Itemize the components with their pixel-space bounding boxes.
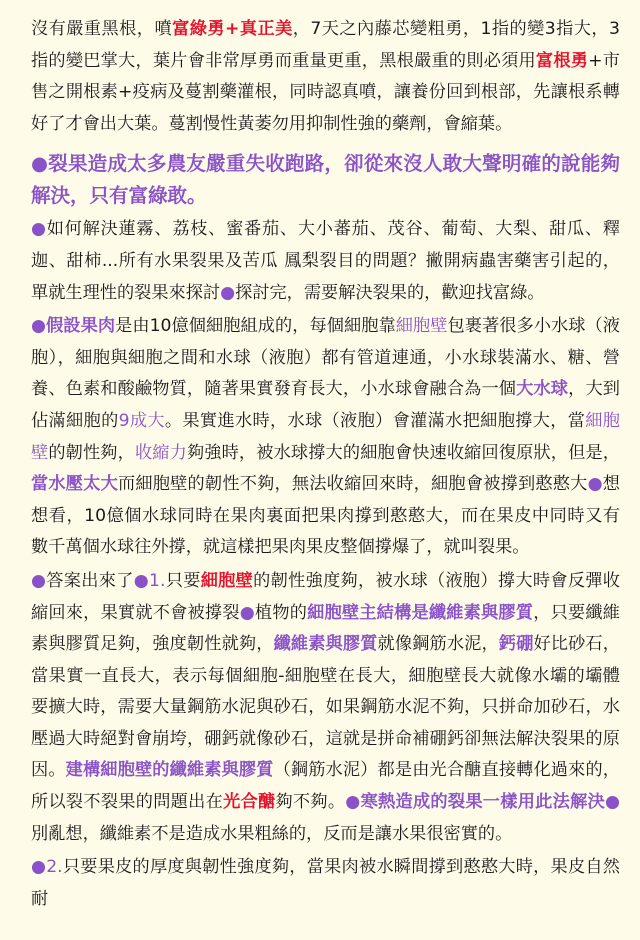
text-run: ，大到佔滿細胞的 (31, 379, 620, 431)
text-run: 如何解決蓮霧、荔枝、蜜番茄、大小蕃茄、茂谷、葡萄、大梨、甜瓜、釋迦、甜柿...所有水果裂果及苦瓜 鳳梨裂目的問題？撇開病蟲害藥害引起的，單就生理性的裂果來探討 (31, 219, 620, 303)
highlight-purple-bold: 鈣硼 (498, 634, 534, 655)
highlight-purple-bold: 細胞壁主結構是纖維素與膠質 (307, 602, 534, 623)
body-paragraph (31, 852, 620, 915)
highlight-purple: ● (587, 474, 603, 495)
text-run: 只要 (165, 570, 201, 591)
text-run: 。果實進水時，水球（液胞）會灌滿水把細胞撐大，當 (164, 410, 586, 431)
highlight-red: 光合醣 (223, 792, 276, 813)
text-run: 的韌性強度夠，被水球（液胞）撐大時會反彈收縮回來，果實就不會被撐裂 (31, 570, 620, 623)
body-paragraph (31, 311, 620, 564)
highlight-purple: 細胞壁 (395, 316, 448, 337)
body-paragraph (31, 566, 620, 850)
highlight-purple: ●2. (31, 857, 63, 878)
highlight-purple-bold: 大水球 (516, 379, 569, 400)
text-run: 探討完，需要解決裂果的，歡迎找富綠。 (235, 282, 545, 303)
text-run: 好比砂石，當果實一直長大，表示每個細胞-細胞壁在長大，細胞壁長大就像水壩的壩體要擴大時，需要大量鋼筋水泥與砂石，如果鋼筋水泥不夠，只拼命加砂石，水壓過大時絕對會崩垮，硼鈣就像砂石，這就是拼命補硼鈣卻無法解決裂果的原因。 (31, 634, 620, 781)
body-paragraph (31, 214, 620, 309)
highlight-purple: ● (31, 570, 47, 591)
text-run: 沒有嚴重黑根，噴 (31, 19, 173, 39)
text-run: 而細胞壁的韌性不夠，無法收縮回來時，細胞會被撐到憨憨大 (117, 474, 588, 495)
text-run: 想想看，10億個水球同時在果肉裏面把果肉撐到憨憨大，而在果皮中同時又有數千萬個水球往外撐，就這樣把果肉果皮整個撐爆了，就叫裂果。 (31, 474, 620, 558)
text-run: （鋼筋水泥）都是由光合醣直接轉化過來的，所以裂不裂果的問題出在 (31, 760, 620, 813)
text-run: 就像鋼筋水泥， (377, 634, 499, 655)
section-heading (31, 148, 620, 212)
text-run: 的韌性夠， (48, 442, 135, 463)
highlight-red: 細胞壁 (200, 570, 254, 591)
text-run: 別亂想，纖維素不是造成水果粗絲的，反而是讓水果很密實的。 (31, 823, 513, 844)
highlight-purple: ● (31, 219, 47, 240)
text-run: +市售之開根素+疫病及蔓割藥灌根，同時認真噴，讓養份回到根部，先讓根系轉好了才會出大葉。蔓割慢性黃萎勿用抑制性強的藥劑，會縮葉。 (31, 50, 620, 134)
highlight-purple: ● (239, 602, 255, 623)
text-run: 只要果皮的厚度與韌性強度夠，當果肉被水瞬間撐到憨憨大時，果皮自然耐 (31, 857, 620, 909)
highlight-purple: 收縮力 (134, 442, 187, 463)
highlight-purple-bold: 纖維素與膠質 (273, 634, 378, 655)
text-run: 夠不夠。 (275, 792, 346, 813)
text-run: 是由10億個細胞組成的，每個細胞靠 (115, 316, 396, 337)
text-run: 包裹著很多小水球（液胞），細胞與細胞之間和水球（液胞）都有管道連通，小水球裝滿水、糖、營養、色素和酸鹼物質，隨著果實發育長大，小水球會融合為一個 (31, 316, 620, 400)
highlight-purple-bold: 建構細胞壁的纖維素與膠質 (65, 760, 274, 781)
highlight-purple: ●1. (133, 570, 166, 591)
text-run: 答案出來了 (46, 570, 134, 591)
highlight-purple-bold: ●假設果肉 (31, 316, 116, 337)
highlight-red: 富綠勇+真正美 (172, 19, 293, 39)
text-run: ，7天之內藤芯變粗勇，1指的變3指大，3指的變巴掌大，葉片會非常厚勇而重量更重，黑根嚴重的則必須用 (31, 19, 620, 71)
body-paragraph (31, 14, 620, 140)
highlight-purple-bold: 當水壓太大 (31, 474, 118, 495)
highlight-purple-bold: ●寒熱造成的裂果一樣用此法解決● (345, 792, 620, 813)
highlight-purple: 9成大 (118, 410, 165, 431)
text-run: 夠強時，被水球撐大的細胞會快速收縮回復原狀，但是， (186, 442, 620, 463)
highlight-purple: 細胞壁 (31, 410, 620, 463)
text-run: ，只要纖維素與膠質足夠，強度韌性就夠， (31, 602, 620, 655)
text-run: 植物的 (254, 602, 308, 623)
highlight-purple-bold: ●裂果造成太多農友嚴重失收跑路，卻從來沒人敢大聲明確的說能夠解決，只有富綠敢。 (31, 152, 620, 208)
highlight-purple: ● (220, 282, 236, 303)
highlight-red: 富根勇 (535, 50, 589, 71)
